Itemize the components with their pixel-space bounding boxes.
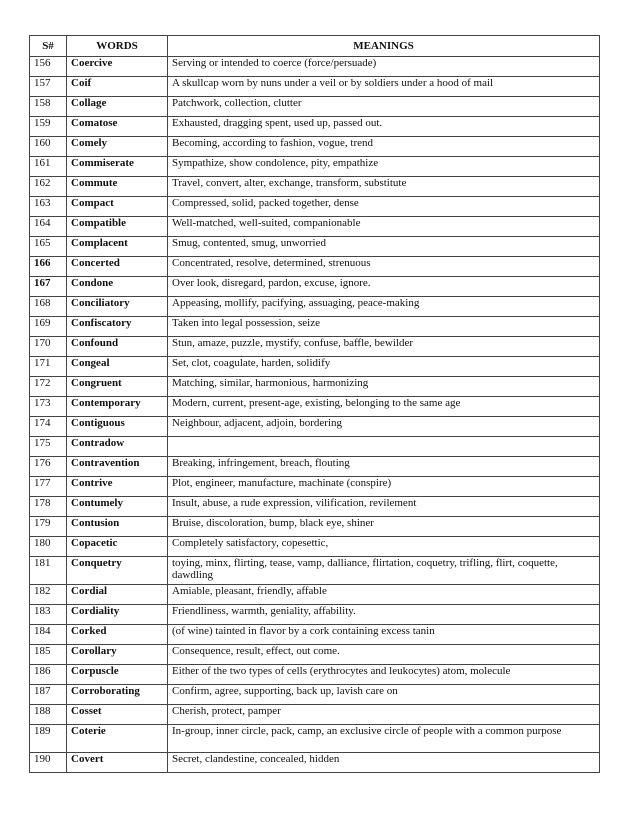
word-cell: Contumely — [67, 497, 168, 517]
serial-number-cell: 173 — [30, 397, 67, 417]
meaning-cell: Friendliness, warmth, geniality, affability. — [168, 605, 600, 625]
meaning-cell: Modern, current, present-age, existing, belonging to the same age — [168, 397, 600, 417]
serial-number-cell: 157 — [30, 77, 67, 97]
word-cell: Confiscatory — [67, 317, 168, 337]
table-row — [30, 117, 600, 137]
word-cell: Contradow — [67, 437, 168, 457]
meaning-cell: Amiable, pleasant, friendly, affable — [168, 585, 600, 605]
word-cell: Commute — [67, 177, 168, 197]
word-cell: Congeal — [67, 357, 168, 377]
meaning-cell: Consequence, result, effect, out come. — [168, 645, 600, 665]
word-cell: Coterie — [67, 725, 168, 753]
table-row — [30, 585, 600, 605]
word-cell: Contiguous — [67, 417, 168, 437]
serial-number-cell: 161 — [30, 157, 67, 177]
table-row — [30, 157, 600, 177]
serial-number-cell: 156 — [30, 57, 67, 77]
word-cell: Compact — [67, 197, 168, 217]
table-row — [30, 497, 600, 517]
serial-number-cell: 190 — [30, 753, 67, 773]
meaning-cell: Insult, abuse, a rude expression, vilification, revilement — [168, 497, 600, 517]
meaning-cell: Secret, clandestine, concealed, hidden — [168, 753, 600, 773]
word-cell: Concerted — [67, 257, 168, 277]
word-cell: Cordial — [67, 585, 168, 605]
meaning-cell: Becoming, according to fashion, vogue, trend — [168, 137, 600, 157]
table-row — [30, 257, 600, 277]
serial-number-cell: 189 — [30, 725, 67, 753]
word-cell: Corollary — [67, 645, 168, 665]
word-cell: Cordiality — [67, 605, 168, 625]
meaning-cell: Breaking, infringement, breach, flouting — [168, 457, 600, 477]
vocabulary-table — [29, 35, 600, 773]
word-cell: Corroborating — [67, 685, 168, 705]
word-cell: Corked — [67, 625, 168, 645]
serial-number-cell: 188 — [30, 705, 67, 725]
meaning-cell: Neighbour, adjacent, adjoin, bordering — [168, 417, 600, 437]
serial-number-cell: 166 — [30, 257, 67, 277]
table-row — [30, 197, 600, 217]
table-row — [30, 57, 600, 77]
table-row — [30, 437, 600, 457]
word-cell: Comatose — [67, 117, 168, 137]
meaning-cell — [168, 437, 600, 457]
table-row — [30, 517, 600, 537]
serial-number-cell: 183 — [30, 605, 67, 625]
table-row — [30, 753, 600, 773]
meaning-cell: Taken into legal possession, seize — [168, 317, 600, 337]
table-row — [30, 77, 600, 97]
serial-number-cell: 179 — [30, 517, 67, 537]
serial-number-cell: 174 — [30, 417, 67, 437]
serial-number-cell: 160 — [30, 137, 67, 157]
table-row — [30, 317, 600, 337]
meaning-cell: toying, minx, flirting, tease, vamp, dalliance, flirtation, coquetry, trifling, flirt, coquette, dawdling — [168, 557, 600, 585]
word-cell: Comely — [67, 137, 168, 157]
table-row — [30, 557, 600, 585]
table-row — [30, 625, 600, 645]
word-cell: Commiserate — [67, 157, 168, 177]
meaning-cell: Appeasing, mollify, pacifying, assuaging, peace-making — [168, 297, 600, 317]
table-row — [30, 537, 600, 557]
word-cell: Cosset — [67, 705, 168, 725]
table-row — [30, 665, 600, 685]
table-row — [30, 337, 600, 357]
table-row — [30, 97, 600, 117]
serial-number-cell: 164 — [30, 217, 67, 237]
serial-number-cell: 162 — [30, 177, 67, 197]
word-cell: Contemporary — [67, 397, 168, 417]
serial-number-cell: 182 — [30, 585, 67, 605]
table-row — [30, 277, 600, 297]
meaning-cell: Smug, contented, smug, unworried — [168, 237, 600, 257]
table-row — [30, 237, 600, 257]
table-row — [30, 137, 600, 157]
word-cell: Conquetry — [67, 557, 168, 585]
table-row — [30, 397, 600, 417]
word-cell: Coercive — [67, 57, 168, 77]
word-cell: Confound — [67, 337, 168, 357]
table-row — [30, 645, 600, 665]
meaning-cell: Serving or intended to coerce (force/persuade) — [168, 57, 600, 77]
meaning-cell: Cherish, protect, pamper — [168, 705, 600, 725]
meaning-cell: Completely satisfactory, copesettic, — [168, 537, 600, 557]
serial-number-cell: 187 — [30, 685, 67, 705]
word-cell: Covert — [67, 753, 168, 773]
serial-number-cell: 185 — [30, 645, 67, 665]
table-row — [30, 417, 600, 437]
serial-number-cell: 177 — [30, 477, 67, 497]
serial-number-cell: 170 — [30, 337, 67, 357]
meaning-cell: Concentrated, resolve, determined, strenuous — [168, 257, 600, 277]
serial-number-cell: 167 — [30, 277, 67, 297]
meaning-cell: Travel, convert, alter, exchange, transform, substitute — [168, 177, 600, 197]
table-row — [30, 377, 600, 397]
meaning-cell: Confirm, agree, supporting, back up, lavish care on — [168, 685, 600, 705]
word-cell: Contusion — [67, 517, 168, 537]
meanings-header: MEANINGS — [168, 36, 600, 57]
word-cell: Collage — [67, 97, 168, 117]
table-row — [30, 217, 600, 237]
word-cell: Contrive — [67, 477, 168, 497]
table-header-row — [30, 36, 600, 57]
meaning-cell: Plot, engineer, manufacture, machinate (conspire) — [168, 477, 600, 497]
meaning-cell: (of wine) tainted in flavor by a cork containing excess tanin — [168, 625, 600, 645]
serial-number-cell: 158 — [30, 97, 67, 117]
word-cell: Copacetic — [67, 537, 168, 557]
word-cell: Compatible — [67, 217, 168, 237]
serial-number-cell: 176 — [30, 457, 67, 477]
serial-number-header: S# — [30, 36, 67, 57]
table-row — [30, 177, 600, 197]
word-cell: Condone — [67, 277, 168, 297]
serial-number-cell: 168 — [30, 297, 67, 317]
meaning-cell: Well-matched, well-suited, companionable — [168, 217, 600, 237]
table-row — [30, 605, 600, 625]
serial-number-cell: 186 — [30, 665, 67, 685]
table-row — [30, 477, 600, 497]
meaning-cell: A skullcap worn by nuns under a veil or by soldiers under a hood of mail — [168, 77, 600, 97]
meaning-cell: Stun, amaze, puzzle, mystify, confuse, baffle, bewilder — [168, 337, 600, 357]
table-row — [30, 297, 600, 317]
meaning-cell: Matching, similar, harmonious, harmonizing — [168, 377, 600, 397]
meaning-cell: Set, clot, coagulate, harden, solidify — [168, 357, 600, 377]
serial-number-cell: 163 — [30, 197, 67, 217]
serial-number-cell: 172 — [30, 377, 67, 397]
table-row — [30, 357, 600, 377]
table-row — [30, 705, 600, 725]
words-header: WORDS — [67, 36, 168, 57]
meaning-cell: Sympathize, show condolence, pity, empathize — [168, 157, 600, 177]
meaning-cell: Either of the two types of cells (erythrocytes and leukocytes) atom, molecule — [168, 665, 600, 685]
serial-number-cell: 171 — [30, 357, 67, 377]
word-cell: Complacent — [67, 237, 168, 257]
serial-number-cell: 178 — [30, 497, 67, 517]
word-cell: Corpuscle — [67, 665, 168, 685]
table-row — [30, 685, 600, 705]
serial-number-cell: 181 — [30, 557, 67, 585]
word-cell: Contravention — [67, 457, 168, 477]
table-body — [30, 57, 600, 773]
table-row — [30, 457, 600, 477]
meaning-cell: Bruise, discoloration, bump, black eye, shiner — [168, 517, 600, 537]
word-cell: Coif — [67, 77, 168, 97]
table-row — [30, 725, 600, 753]
serial-number-cell: 159 — [30, 117, 67, 137]
serial-number-cell: 184 — [30, 625, 67, 645]
word-cell: Congruent — [67, 377, 168, 397]
serial-number-cell: 165 — [30, 237, 67, 257]
meaning-cell: Compressed, solid, packed together, dense — [168, 197, 600, 217]
serial-number-cell: 169 — [30, 317, 67, 337]
word-cell: Conciliatory — [67, 297, 168, 317]
serial-number-cell: 175 — [30, 437, 67, 457]
meaning-cell: In-group, inner circle, pack, camp, an exclusive circle of people with a common purpose — [168, 725, 600, 753]
serial-number-cell: 180 — [30, 537, 67, 557]
meaning-cell: Exhausted, dragging spent, used up, passed out. — [168, 117, 600, 137]
meaning-cell: Patchwork, collection, clutter — [168, 97, 600, 117]
meaning-cell: Over look, disregard, pardon, excuse, ignore. — [168, 277, 600, 297]
